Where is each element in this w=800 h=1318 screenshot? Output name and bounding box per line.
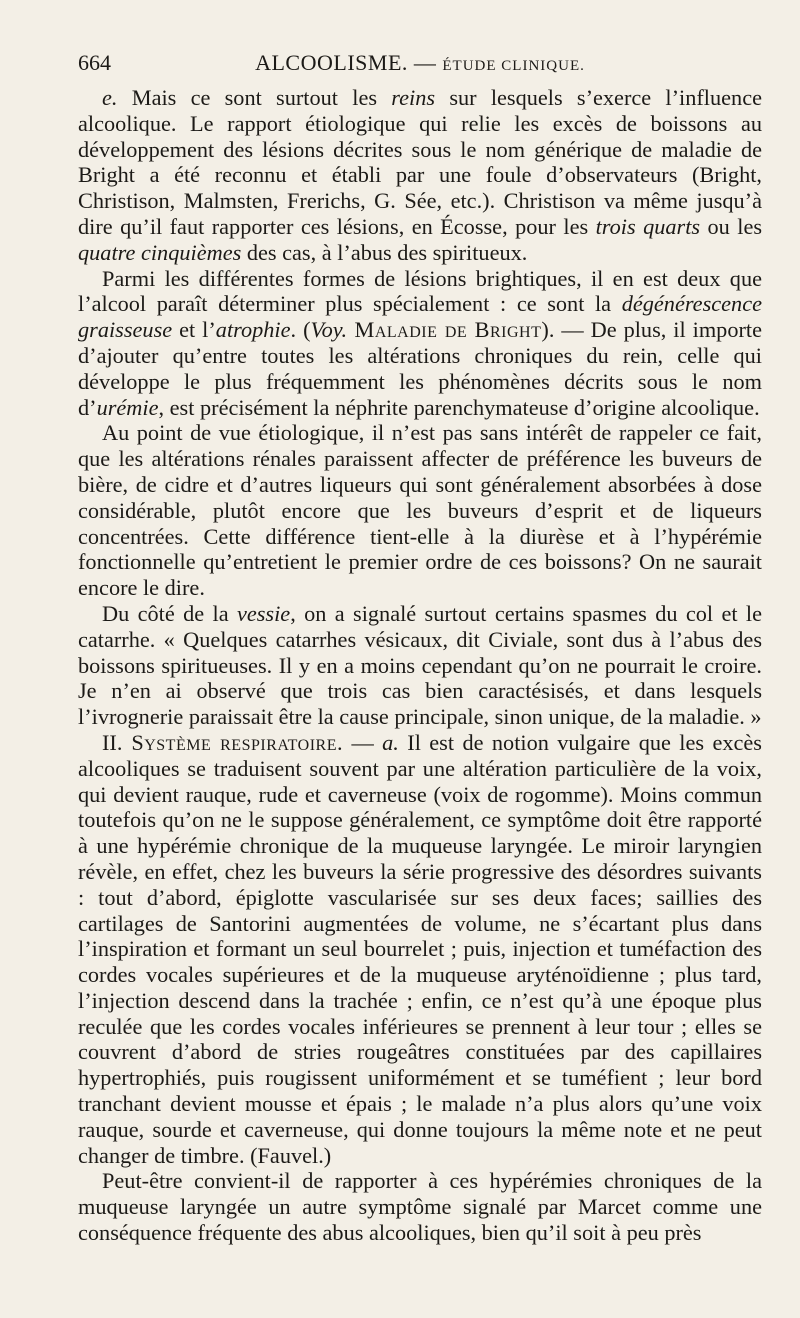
paragraph-etiologique bbox=[78, 420, 762, 601]
text-run: . ( bbox=[290, 317, 311, 343]
text-run: , on a signalé surtout certains spasmes du col et le catarrhe. « Quelques catarrhes vésicaux, dit Civiale, sont dus à l’abus des boissons spiritueuses. Il y en a moins cependant qu’on ne pourrait le croire. Je n’en ai observé que trois cas bien caractésisés, et dans lesquels l’ivrognerie paraissait être la cause principale, sinon unique, de la maladie. » bbox=[78, 600, 762, 730]
text-run: ). — De plus, il importe d’ajouter qu’entre toutes les altérations chroniques du rein, celle qui développe le plus fréquemment les phénomènes décrits sous le nom d’ bbox=[78, 317, 762, 420]
paragraph-vessie bbox=[78, 601, 762, 730]
text-run: Au point de vue étiologique, il n’est pas sans intérêt de rappeler ce fait, que les altérations rénales paraissent affecter de préférence les buveurs de bière, de cidre et d’autres liqueurs qui sont généralement absorbées à dose considérable, plutôt encore que les buveurs d’esprit et de liqueurs concentrées. Cette différence tient-elle à la diurèse et à l’hypérémie fonctionnelle qu’entretient le premier ordre de ces boissons? On ne saurait encore le dire. bbox=[78, 420, 762, 601]
chapter-subtitle: ÉTUDE CLINIQUE. bbox=[442, 58, 585, 74]
paragraph-brightiques bbox=[78, 266, 762, 421]
text-run: — bbox=[343, 729, 383, 755]
italic-term: reins bbox=[391, 85, 436, 110]
italic-term: trois quarts bbox=[595, 213, 701, 239]
text-run: Mais ce sont surtout les bbox=[117, 85, 392, 110]
chapter-title: ALCOOLISME. bbox=[255, 50, 408, 75]
text-run: , est précisément la néphrite parenchymateuse d’origine alcoolique. bbox=[158, 394, 760, 420]
running-title bbox=[138, 48, 762, 81]
cross-reference: Maladie de Bright bbox=[347, 317, 542, 343]
section-number: II. bbox=[102, 729, 123, 755]
page-number: 664 bbox=[78, 50, 111, 75]
running-head bbox=[78, 48, 762, 81]
text-run: et l’ bbox=[172, 317, 216, 343]
text-run: ou les bbox=[700, 213, 763, 239]
italic-term: quatre cinquièmes bbox=[78, 239, 242, 265]
text-run: des cas, à l’abus des spiritueux. bbox=[241, 239, 528, 265]
italic-term: Voy. bbox=[310, 317, 348, 343]
paragraph-reins bbox=[78, 85, 762, 266]
italic-term: dégénérescence graisseuse bbox=[78, 291, 762, 343]
italic-term: vessie bbox=[236, 600, 291, 626]
italic-term: urémie bbox=[96, 394, 159, 420]
paragraph-marcet bbox=[78, 1168, 762, 1245]
italic-term: atrophie bbox=[215, 317, 291, 343]
item-letter: e. bbox=[102, 85, 118, 110]
text-run: Parmi les différentes formes de lésions brightiques, il en est deux que l’alcool paraît déterminer plus spécialement : ce sont la bbox=[78, 265, 762, 317]
section-heading: Système respiratoire. bbox=[122, 729, 344, 755]
text-run: Peut-être convient-il de rapporter à ces hypérémies chroniques de la muqueuse laryngée un autre symptôme signalé par Marcet comme une conséquence fréquente des abus alcooliques, bien qu’il soit à peu près bbox=[78, 1168, 762, 1246]
paragraph-systeme-respiratoire bbox=[78, 730, 762, 1169]
body-text bbox=[78, 85, 762, 1246]
text-run: sur lesquels s’exerce l’influence alcoolique. Le rapport étiologique qui relie les excès de boissons au développement des lésions décrites sous le nom générique de maladie de Bright a été reconnu et établi par une foule d’observateurs (Bright, Christison, Malmsten, Frerichs, G. Sée, etc.). Christison va même jusqu’à dire qu’il faut rapporter ces lésions, en Écosse, pour les bbox=[78, 85, 762, 239]
text-run: Du côté de la bbox=[102, 600, 237, 626]
text-run: Il est de notion vulgaire que les excès alcooliques se traduisent souvent par une altération particulière de la voix, qui devient rauque, rude et caverneuse (voix de rogomme). Moins commun toutefois qu’on ne le suppose généralement, ce symptôme doit être rapporté à une hypérémie chronique de la muqueuse laryngée. Le miroir laryngien révèle, en effet, chez les buveurs la série progressive des désordres suivants : tout d’abord, épiglotte vascularisée sur ses deux faces; saillies des cartilages de Santorini augmentées de volume, ne s’écartant plus dans l’inspiration et formant un seul bourrelet ; puis, injection et tuméfaction des cordes vocales supérieures et de la muqueuse aryténoïdienne ; plus tard, l’injection descend dans la trachée ; enfin, ce n’est qu’à une époque plus reculée que les cordes vocales inférieures se prennent à leur tour ; elles se couvrent d’abord de stries rougeâtres constituées par des capillaires hypertrophiés, puis rougissent uniformément et se tuméfient ; leur bord tranchant devient mousse et épais ; le malade n’a plus alors qu’une voix rauque, sourde et caverneuse, qui donne toujours la même note et ne peut changer de timbre. (Fauvel.) bbox=[78, 729, 762, 1168]
title-separator: — bbox=[413, 50, 437, 75]
item-letter: a. bbox=[382, 729, 399, 755]
